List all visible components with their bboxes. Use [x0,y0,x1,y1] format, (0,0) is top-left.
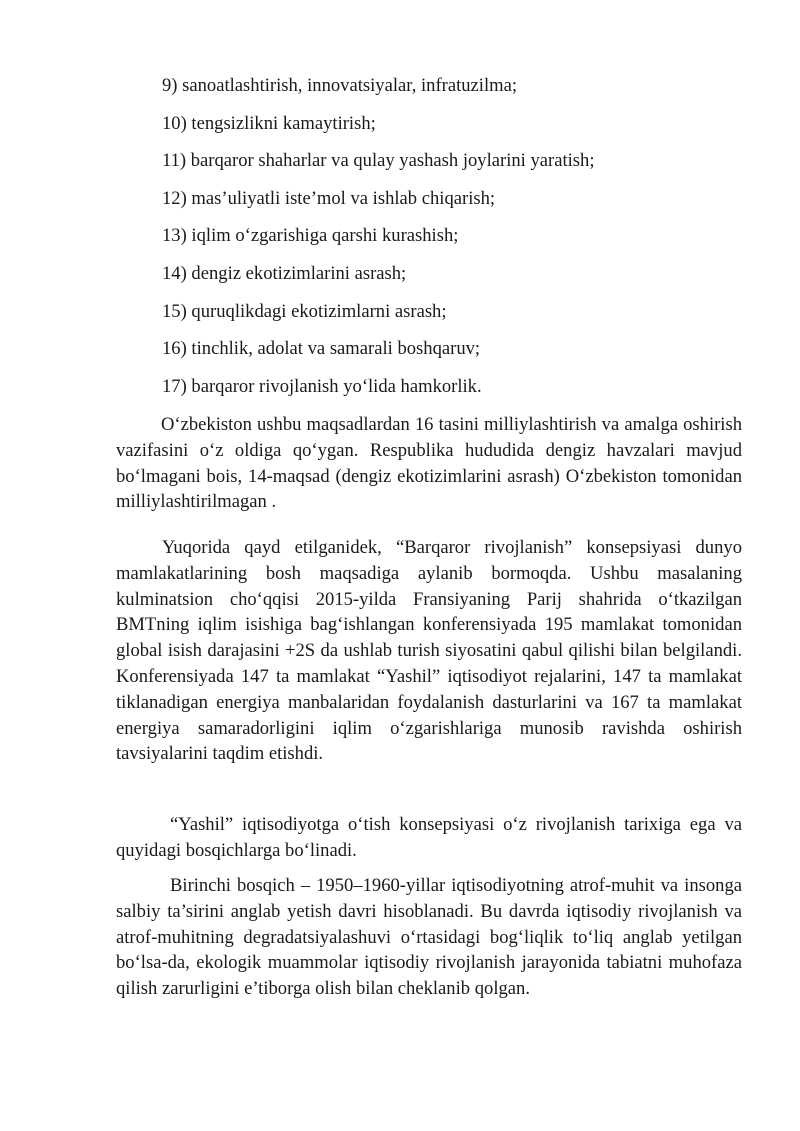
paragraph-first-stage: Birinchi bosqich – 1950–1960-yillar iqtisodiyotning atrof-muhit va insonga salbiy ta’sirini anglab yetish davri hisoblanadi. Bu davrda iqtisodiy rivojlanish va atrof-muhitning degradatsiyalashuvi o‘rtasidagi bog‘liqlik to‘liq anglab yetilgan bo‘lsa-da, ekologik muammolar iqtisodiy rivojlanish jarayonida tabiatni muhofaza qilish zarurligini e’tiborga olish bilan cheklanib qolgan. [116,875,742,1000]
list-item: 13) iqlim o‘zgarishiga qarshi kurashish; [162,225,459,247]
list-item: 16) tinchlik, adolat va samarali boshqaruv; [162,338,481,360]
list-item: 10) tengsizlikni kamaytirish; [162,112,376,134]
list-item: 11) barqaror shaharlar va qulay yashash joylarini yaratish; [162,150,595,172]
paragraph-green-economy-concept: “Yashil” iqtisodiyotga o‘tish konsepsiyasi o‘z rivojlanish tarixiga ega va quyidagi bosqichlarga bo‘linadi. [116,814,742,861]
list-item: 12) mas’uliyatli iste’mol va ishlab chiqarish; [162,187,496,209]
paragraph-sustainable-development: Yuqorida qayd etilganidek, “Barqaror rivojlanish” konsepsiyasi dunyo mamlakatlarining bosh maqsadiga aylanib bormoqda. Ushbu masalaning kulminatsion cho‘qqisi 2015-yilda Fransiyaning Parij shahrida o‘tkazilgan BMTning iqlim isishiga bag‘ishlangan konferensiyada 195 mamlakat tomonidan global isish darajasini +2S da ushlab turish siyosatini qabul qilishi bilan belgilandi. Konferensiyada 147 ta mamlakat “Yashil” iqtisodiyot rejalarini, 147 ta mamlakat tiklanadigan energiya manbalaridan foydalanish dasturlarini va 167 ta mamlakat energiya samaradorligini iqlim o‘zgarishlariga munosib ravishda oshirish tavsiyalarini taqdim etishdi. [116,537,742,765]
list-item: 9) sanoatlashtirish, innovatsiyalar, infratuzilma; [162,75,518,96]
goals-list [162,74,762,412]
list-item: 14) dengiz ekotizimlarini asrash; [162,262,407,284]
list-item: 15) quruqlikdagi ekotizimlarni asrash; [162,300,447,322]
list-item: 17) barqaror rivojlanish yo‘lida hamkorlik. [162,375,482,397]
paragraph-uzbekistan-goals: O‘zbekiston ushbu maqsadlardan 16 tasini milliylashtirish va amalga oshirish vazifasini o‘z oldiga qo‘ygan. Respublika hududida dengiz havzalari mavjud bo‘lmagani bois, 14-maqsad (dengiz ekotizimlarini asrash) O‘zbekiston tomonidan milliylashtirilmagan . [116,414,742,513]
